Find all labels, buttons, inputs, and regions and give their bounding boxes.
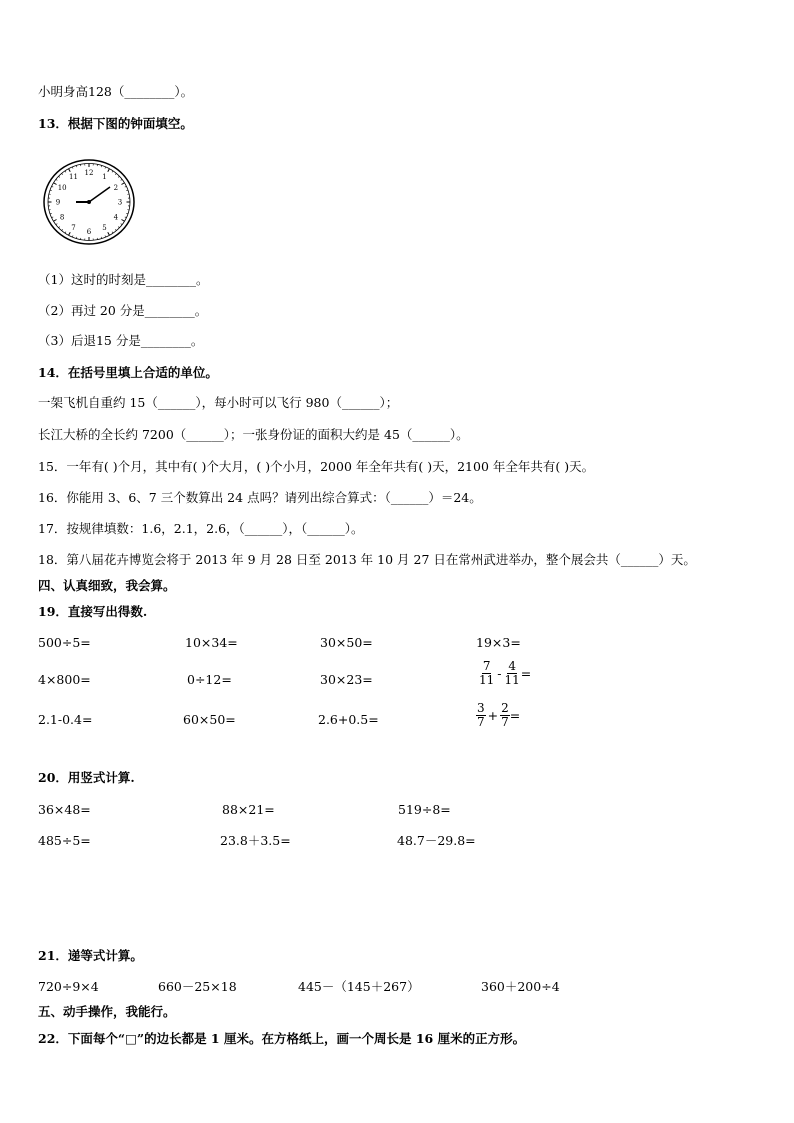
clock-number: 12: [84, 169, 94, 177]
calc-item: 445－（145＋267）: [298, 979, 420, 994]
clock-number: 7: [71, 224, 76, 233]
line-height-question: 小明身高128（________）。: [38, 84, 194, 99]
clock-number: 11: [69, 172, 78, 181]
calc-item: 4×800=: [38, 672, 91, 687]
fraction-expression-1: $\frac{7}{11}$ - $\frac{4}{11}$ =: [479, 659, 532, 687]
question-22: 22．下面每个“□”的边长都是 1 厘米。在方格纸上，画一个周长是 16 厘米的正方形。: [38, 1031, 526, 1046]
question-18: 18．第八届花卉博览会将于 2013 年 9 月 28 日至 2013 年 10 月 27 日在常州武进举办，整个展会共（______）天。: [38, 552, 696, 567]
clock-number: 8: [59, 213, 65, 222]
clock-number: 6: [86, 228, 92, 236]
question-13-part-1: （1）这时的时刻是________。: [38, 272, 209, 287]
question-15: 15．一年有( )个月，其中有( )个大月，( )个小月，2000 年全年共有( )天，2100 年全年共有( )天。: [38, 459, 595, 474]
question-16: 16．你能用 3、6、7 三个数算出 24 点吗？请列出综合算式：（______）＝24。: [38, 490, 482, 505]
fraction-expression-2: $\frac{3}{7}$ + $\frac{2}{7}$ =: [477, 701, 521, 729]
calc-item: 720÷9×4: [38, 979, 99, 994]
calc-item: 88×21=: [222, 802, 275, 817]
calc-item: 2.1-0.4=: [38, 712, 93, 727]
question-17: 17．按规律填数：1.6，2.1，2.6，（______），（______）。: [38, 521, 364, 536]
calc-item: 23.8＋3.5=: [220, 833, 291, 848]
calc-item: 10×34=: [185, 635, 238, 650]
calc-item: 485÷5=: [38, 833, 91, 848]
calc-item: 660－25×18: [158, 979, 237, 994]
calc-item: 500÷5=: [38, 635, 91, 650]
calc-item: 19×3=: [476, 635, 521, 650]
question-14-line-a: 一架飞机自重约 15（______），每小时可以飞行 980（______）；: [38, 395, 399, 410]
clock-number: 2: [113, 183, 119, 192]
calc-item: 0÷12=: [187, 672, 232, 687]
calc-item: 36×48=: [38, 802, 91, 817]
clock-number: 3: [117, 198, 123, 207]
calc-item: 48.7－29.8=: [397, 833, 476, 848]
question-19-title: 19．直接写出得数.: [38, 604, 148, 619]
question-14-title: 14．在括号里填上合适的单位。: [38, 365, 218, 380]
question-20-title: 20．用竖式计算.: [38, 770, 135, 785]
calc-item: 360＋200÷4: [481, 979, 560, 994]
question-13-title: 13．根据下图的钟面填空。: [38, 116, 193, 131]
calc-item: 2.6+0.5=: [318, 712, 379, 727]
clock-number: 1: [102, 172, 107, 181]
clock-number: 4: [113, 213, 119, 222]
calc-item: 30×23=: [320, 672, 373, 687]
clock-number: 10: [57, 183, 67, 192]
question-14-line-b: 长江大桥的全长约 7200（______）；一张身份证的面积大约是 45（______）。: [38, 427, 469, 442]
calc-item: 60×50=: [183, 712, 236, 727]
question-21-title: 21．递等式计算。: [38, 948, 143, 963]
clock-number: 5: [102, 224, 107, 233]
calc-item: 30×50=: [320, 635, 373, 650]
question-13-part-3: （3）后退15 分是________。: [38, 333, 204, 348]
calc-item: 519÷8=: [398, 802, 451, 817]
section-4-title: 四、认真细致，我会算。: [38, 578, 176, 593]
clock-face: [42, 158, 136, 246]
clock-number: 9: [55, 198, 61, 207]
section-5-title: 五、动手操作，我能行。: [38, 1004, 176, 1019]
question-13-part-2: （2）再过 20 分是________。: [38, 303, 208, 318]
